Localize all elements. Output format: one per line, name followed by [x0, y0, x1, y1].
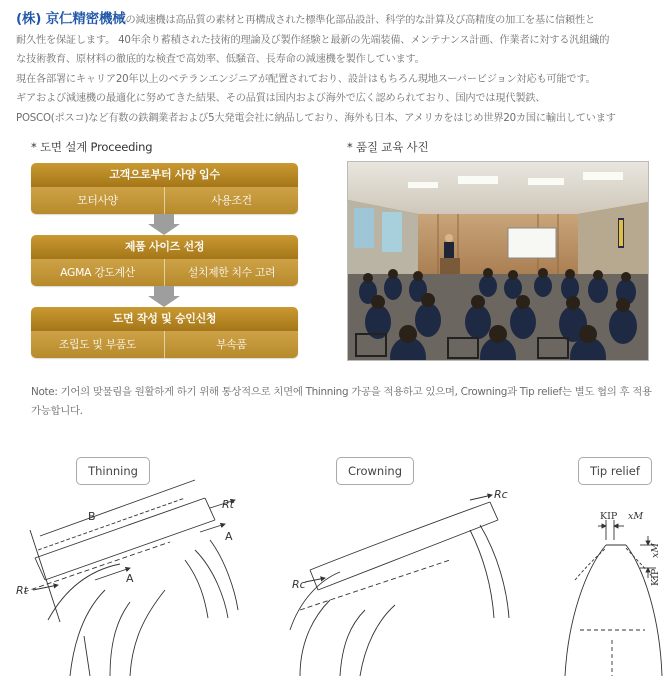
tip-relief-label-kip-side: KIP	[650, 568, 661, 586]
tip-relief-diagram	[565, 520, 662, 676]
flow-step-right: 사용조건	[164, 187, 298, 214]
flow-step-left: 모터사양	[77, 194, 118, 207]
thinning-tag: Thinning	[76, 457, 150, 485]
flow-step-3	[31, 307, 298, 358]
flow-step-title: 고객으로부터 사양 입수	[31, 163, 298, 187]
flow-step-left: 조립도 및 부품도	[58, 338, 137, 351]
flow-step-1	[31, 163, 298, 214]
thinning-label-a-1: A	[126, 572, 134, 585]
intro-line-2: 耐久性を保証します。 40年余り蓄積された技術的理論及び製作経験と最新の先端装備、メンテナンス計画、作業者に対する汎組織的	[16, 34, 610, 46]
crowning-label-rc-2: Rc	[494, 488, 508, 501]
intro-line-1: の減速機は高品質の素材と再構成された標準化部品設計、科学的な計算及び高精度の加工を基に信頼性と	[125, 15, 595, 26]
thinning-label-rt-2: Rt	[222, 498, 234, 511]
tip-relief-tag: Tip relief	[578, 457, 652, 485]
intro-line-4: 現在各部署にキャリア20年以上のベテランエンジニアが配置されており、設計はもちろん現地スーパービジョン対応も可能です。	[16, 73, 596, 85]
gear-profile-diagrams	[0, 440, 672, 685]
down-arrow-icon	[31, 286, 298, 307]
flow-step-right: 부속품	[164, 331, 298, 358]
thinning-label-rt-1: Rt	[16, 584, 28, 597]
tip-relief-label-xm-side: xM	[650, 542, 661, 558]
design-proceeding-title: * 도면 설계 Proceeding	[31, 140, 153, 154]
flow-step-title: 제품 사이즈 선정	[31, 235, 298, 259]
company-name: (株) 京仁精密機械	[16, 11, 126, 27]
thinning-label-a-2: A	[225, 530, 233, 543]
flow-step-title: 도면 작성 및 승인신청	[31, 307, 298, 331]
flow-step-2	[31, 235, 298, 286]
intro-line-6: POSCO(ポスコ)など有数の鉄鋼業者および5大発電会社に納品しており、海外も日本、アメリカをはじめ世界20カ国に輸出しています	[16, 112, 616, 124]
thinning-label-b: B	[88, 510, 96, 523]
crowning-label-rc-1: Rc	[292, 578, 306, 591]
flow-step-left: AGMA 강도계산	[60, 266, 135, 279]
crowning-tag: Crowning	[336, 457, 414, 485]
note-text: Note: 기어의 맞물림을 원활하게 하기 위해 통상적으로 치면에 Thinning 가공을 적용하고 있으며, Crowning과 Tip relief는 별도 협의 후 적용가능합니다.	[31, 386, 652, 417]
tip-relief-label-xm-top: xM	[628, 511, 644, 522]
down-arrow-icon	[31, 214, 298, 235]
tip-relief-label-kip-top: KIP	[600, 511, 618, 522]
intro-line-3: な技術教育、原材料の徹底的な検査で高効率、低騒音、長寿命の減速機を製作しています。	[16, 54, 425, 66]
crowning-diagram	[290, 495, 509, 676]
education-photo-title: * 품질 교육 사진	[347, 140, 429, 154]
flow-step-right: 설치제한 치수 고려	[164, 259, 298, 286]
company-intro	[16, 10, 662, 129]
intro-line-5: ギアおよび減速機の最適化に努めてきた結果、その品質は国内および海外で広く認められており、国内では現代製鉄、	[16, 93, 546, 105]
quality-education-photo	[347, 161, 649, 361]
design-flow	[31, 163, 298, 358]
